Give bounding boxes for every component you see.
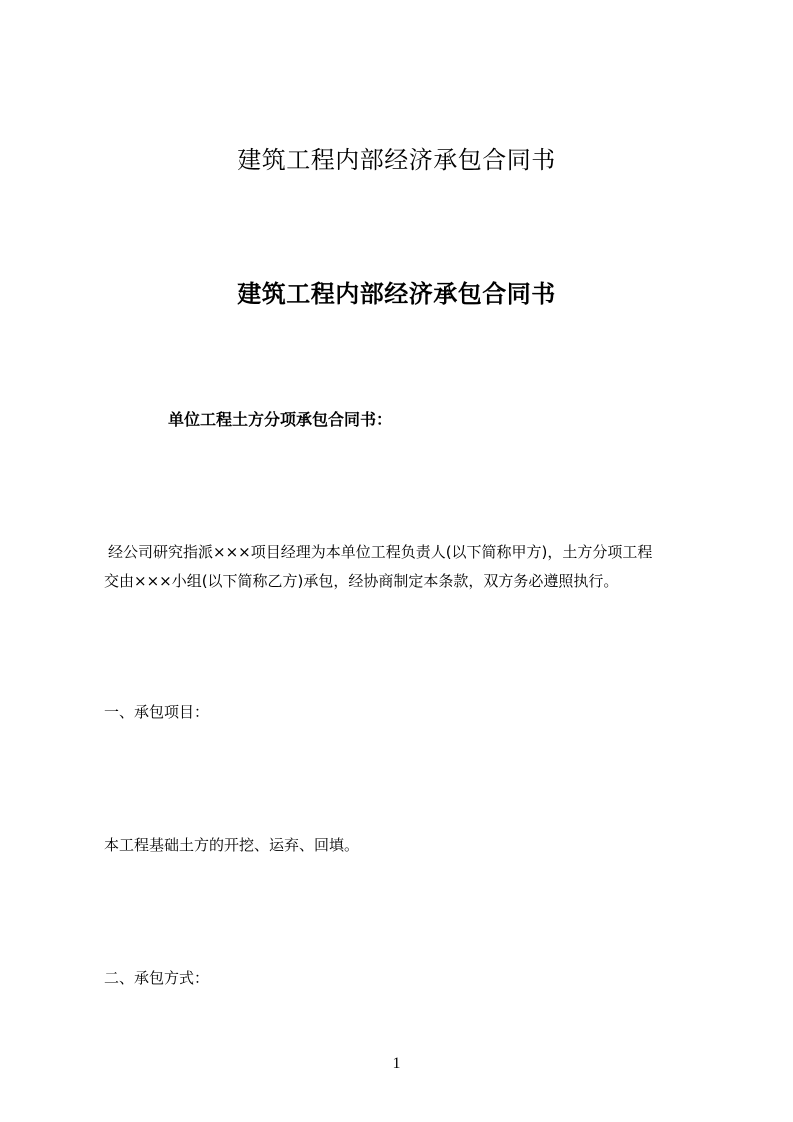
section-2-heading: 二、承包方式： — [104, 969, 210, 987]
intro-line-2: 交由×××小组(以下简称乙方)承包，经协商制定本条款，双方务必遵照执行。 — [104, 572, 619, 590]
document-title: 建筑工程内部经济承包合同书 — [237, 146, 556, 174]
section-1-body: 本工程基础土方的开挖、运弃、回填。 — [104, 836, 360, 854]
contract-heading: 建筑工程内部经济承包合同书 — [237, 280, 556, 308]
intro-paragraph — [104, 538, 704, 596]
section-1-heading: 一、承包项目： — [104, 703, 210, 721]
intro-line-1: 经公司研究指派×××项目经理为本单位工程负责人(以下简称甲方)，土方分项工程 — [108, 543, 653, 561]
contract-subheading: 单位工程土方分项承包合同书： — [168, 410, 393, 429]
page-number: 1 — [392, 1055, 401, 1072]
